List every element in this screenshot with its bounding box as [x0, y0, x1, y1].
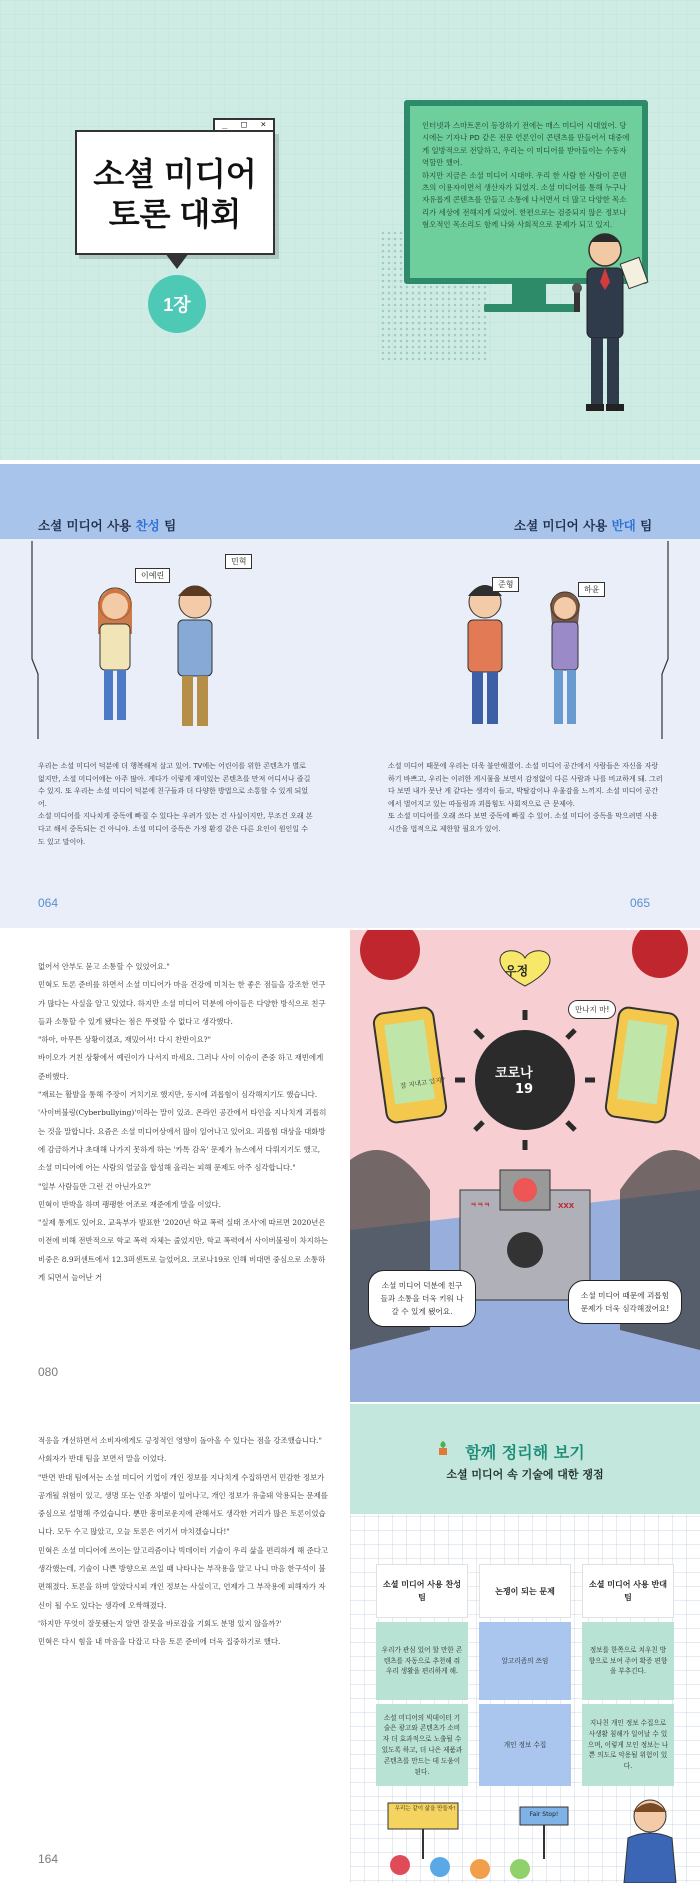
story-paragraph: 사회자가 반대 팀을 보면서 말을 이었다.: [38, 1454, 167, 1464]
spread-debate-teams: [0, 464, 700, 928]
spread-summary: [0, 1404, 700, 1883]
phone-left-text: 잘 지내고 있지?: [399, 1075, 446, 1091]
summary-subtitle: 소셜 미디어 속 기술에 대한 쟁점: [446, 1468, 604, 1481]
con-name-tag-2: 하윤: [578, 582, 605, 597]
table-cell-issue-2: 개인 정보 수집: [479, 1704, 571, 1786]
maximize-icon: □: [241, 120, 247, 130]
story-paragraph: "하아, 아무튼 상황이겠죠, 재밌어서! 다시 찬반이요?": [38, 1035, 211, 1045]
story-paragraph: "재료는 활발을 통해 주장이 거치기로 했지만, 동시에 괴롭힘이 심각해지기도 했습니다. '사이버불링(Cyberbullying)'이라는 말이 있죠. 온라인 공간에서 타인을 지나치게 괴롭히는 것을 말합니다. 요즘은 소셜 미디어상에서 많이 일어나고 있어요. 괴롭힘 대상을 대화방에 감금하거나 초대해 나가지 못하게 하는 '카톡 감옥' 문제가 뉴스에서 다뤄지기도 했고, 소셜 미디어에 어는 사람의 얼굴을 합성해 올리는 피해 문제도 아주 심각합니다.": [38, 1090, 327, 1173]
phone-right-bubble: 만나지 마!: [568, 1000, 616, 1019]
chapter-title-line-2: 토론 대회: [108, 196, 242, 232]
pro-title-suffix: 팀: [159, 518, 177, 533]
summary-title: 함께 정리해 보기: [465, 1443, 585, 1462]
con-paragraph: 소셜 미디어 때문에 우리는 더욱 불안해졌어. 소셜 미디어 공간에서 사람들은 자신을 자랑하기 바쁘고, 우리는 이러한 게시물을 보면서 감정없이 다른 사람과 나를 비교하게 돼. 그러다 보면 내가 못난 게 같다는 생각이 들고, 박탈감이나 우울감을 느끼지. 소셜 미디어 공간에서 벌어지고 있는 따돌림과 괴롭힘도 사회적으로 큰 문제야.: [388, 762, 663, 808]
story-paragraph: 바이오가 거친 상황에서 예린이가 나서지 마세요. 그러나 사이 이슈이 존중 하고 재빈에게 준비했다.: [38, 1053, 324, 1081]
con-team-text: [388, 760, 663, 836]
story-paragraph: 적응을 개선하면서 소비자에게도 긍정적인 영향이 돌아올 수 있다는 점을 강조했습니다.": [38, 1436, 322, 1445]
virus-label-line-2: 19: [515, 1082, 534, 1097]
speech-bubble-positive: 소셜 미디어 덕분에 친구들과 소통을 더욱 키워 나갈 수 있게 됐어요.: [368, 1270, 476, 1327]
con-paragraph: 또 소셜 미디어를 오래 쓰다 보면 중독에 빠질 수 있어. 소셜 미디어 중독을 막으려면 사용 시간을 법적으로 제한할 필요가 있어.: [388, 812, 659, 833]
story-paragraph: 없어서 안부도 묻고 소통할 수 있었어요.": [38, 962, 170, 971]
friendship-heart-label: 우정: [505, 964, 529, 978]
story-paragraph: '하지만 무엇이 잘못됐는지 알면 잘못을 바로잡을 기회도 분명 있지 않을까?': [38, 1618, 282, 1628]
monitor-paragraph: 하지만 지금은 소셜 미디어 시대야. 우리 한 사람 한 사람이 콘텐츠의 이용자이면서 생산자가 되었지. 소셜 미디어를 통해 누구나 자유롭게 콘텐츠를 만들고 소통에 나서면서 더 많고 다양한 목소리가 세상에 전해지게 되었어. 한편으로는 검증되지 않은 정보나 혐오적인 목소리도 함께 나와 사회적으로 문제가 되고 있지.: [422, 170, 627, 230]
close-icon: ×: [260, 120, 267, 130]
summary-page: [350, 1404, 700, 1883]
spread-chapter-opener: [0, 0, 700, 462]
virus-label-line-1: 코로나: [495, 1066, 533, 1081]
table-cell-pro-1: 우리가 관심 있어 할 만한 콘텐츠를 자동으로 추천해 줘 우리 생활을 편리하게 해.: [376, 1622, 468, 1700]
pro-title-prefix: 소셜 미디어 사용: [38, 518, 136, 533]
story-text: [38, 958, 328, 1287]
news-reporter-illustration: [560, 220, 650, 420]
story-paragraph: "실제 통계도 있어요. 교육부가 발표한 '2020년 학교 폭력 실태 조사'에 따르면 2020년은 이전에 비해 전반적으로 학교 폭력 자체는 줄었지만, 학교 폭력에서 사이버불링이 차지하는 비중은 8.9퍼센트에서 12.3퍼센트로 늘었어요. 코로나19로 인해 비대면 중심으로 소통하게 되면서 늘어난 거: [38, 1218, 329, 1283]
screen-left-text: ㅋㅋㅋ: [470, 1201, 491, 1209]
pro-name-tag-2: 민혁: [225, 554, 252, 569]
screen-right-text: XXX: [558, 1202, 575, 1210]
story-paragraph: "반면 반대 팀에서는 소셜 미디어 기업이 개인 정보를 지나치게 수집하면서 민감한 정보가 공개될 위험이 있고, 생명 또는 인종 차별이 일어나고, 개인 정보가 유출돼 악용되는 문제를 중심으로 설명해 주었습니다. 뿐만 흥미로운지에 관해서도 생각한 거리가 많은 토론이었습니다. 모두 수고 많았고, 오늘 토론은 여기서 마치겠습니다!": [38, 1472, 328, 1537]
page-number-left: 064: [38, 896, 59, 910]
protest-sign-left: 우리는 같이 삶을 만들자!: [394, 1806, 456, 1812]
protest-sign-right: Fair Stop!: [529, 1811, 559, 1818]
story-text: [38, 1432, 328, 1652]
monitor-stand: [512, 284, 546, 306]
column-header-pro: 소셜 미디어 사용 찬성 팀: [376, 1564, 468, 1618]
covid-scene-art: [350, 930, 700, 1402]
page-number: 080: [38, 1365, 59, 1379]
page-number: 164: [38, 1852, 59, 1866]
chapter-title: [77, 154, 273, 234]
chapter-badge: 1장: [148, 275, 206, 333]
con-team-illustration: [440, 564, 640, 744]
page-number-right: 065: [630, 896, 651, 910]
title-card: [75, 120, 275, 255]
table-cell-con-1: 정보를 한쪽으로 치우친 방향으로 보여 주어 확증 편향을 부추긴다.: [582, 1622, 674, 1700]
chapter-title-line-1: 소셜 미디어: [93, 156, 257, 192]
con-title-suffix: 팀: [635, 518, 653, 533]
pro-paragraph: 우리는 소셜 미디어 덕분에 더 행복해져 살고 있어. TV에는 어린이를 위한 콘텐츠가 별로 없지만, 소셜 미디어에는 아주 많아. 게다가 이렇게 재미있는 콘텐츠를 만져 어디서나 즐길 수 있지. 또 우리는 소셜 미디어 덕분에 친구들과 더 다양한 방법으로 소통할 수 있게 되었어.: [38, 762, 311, 808]
story-paragraph: 민혁은 소셜 미디어에 쓰이는 알고리즘이나 빅데이터 기술이 우리 삶을 편리하게 해 준다고 생각했는데, 기술이 나쁜 방향으로 쓰일 때 나타나는 부작용을 알고 나니 마음 한구석이 불편해졌다. 토론을 하며 알았다시피 개인 정보는 사실이고, 언제가 그 부작용에 피해자가 자신이 될 수도 있다는 생각에 오싹해졌다.: [38, 1545, 329, 1610]
table-cell-pro-2: 소셜 미디어의 빅데이터 기술은 광고와 콘텐츠가 소비자 더 효과적으로 노출될 수 있도록 하고, 더 나은 제품과 콘텐츠를 만드는 데 도움이 된다.: [376, 1704, 468, 1786]
spread-story-page: [0, 930, 700, 1402]
pro-team-text: [38, 760, 313, 848]
pro-team-title: [38, 516, 176, 534]
story-text-page: [0, 930, 350, 1402]
con-title-highlight: 반대: [611, 518, 636, 533]
covid-illustration: [350, 930, 700, 1402]
story-paragraph: 민혁이 반박을 하며 팽팽한 어조로 재준에게 말을 이었다.: [38, 1199, 222, 1209]
window-controls: [213, 118, 275, 132]
pro-team-illustration: [70, 564, 270, 744]
con-team-title: [514, 516, 652, 534]
speech-bubble-negative: 소셜 미디어 때문에 괴롭힘 문제가 더욱 심각해졌어요!: [568, 1280, 682, 1324]
con-name-tag-1: 준형: [492, 577, 519, 592]
speech-tail: [165, 253, 189, 269]
column-header-issue: 논쟁이 되는 문제: [479, 1564, 571, 1618]
minimize-icon: _: [221, 120, 228, 130]
story-paragraph: 민혁은 다시 힘을 내 마음을 다잡고 다음 토론 준비에 더욱 집중하기로 했다.: [38, 1637, 281, 1647]
boy-illustration: [610, 1794, 690, 1883]
pro-name-tag-1: 이예린: [135, 568, 170, 583]
column-header-con: 소셜 미디어 사용 반대 팀: [582, 1564, 674, 1618]
monitor-paragraph: 인터넷과 스마트폰이 등장하기 전에는 매스 미디어 시대였어. 당시에는 기자나 PD 같은 전문 언론인이 콘텐츠를 만들어서 대중에게 일방적으로 전달하고, 우리는 이 미디어를 받아들이는 수동자 역할만 했어.: [422, 121, 630, 168]
story-paragraph: 민혁도 토론 준비를 하면서 소셜 미디어가 마음 건강에 미치는 한 좋은 점들을 강조한 연구가 많다는 사실을 알고 있었다. 하지만 소셜 미디어 덕분에 아이들은 다양한 방식으로 친구들과 소통할 수 있게 됐다는 점은 뚜렷할 수 없다고 생각했다.: [38, 980, 326, 1026]
con-title-prefix: 소셜 미디어 사용: [514, 518, 612, 533]
pro-title-highlight: 찬성: [135, 518, 160, 533]
pro-paragraph: 소셜 미디어를 지나치게 중독에 빠질 수 있다는 우려가 있는 건 사실이지만, 무조건 오래 본다고 해서 중독되는 건 아니야. 소셜 미디어 중독은 가정 환경 같은 다른 요인이 원인일 수도 있고 말이야.: [38, 812, 313, 846]
table-cell-con-2: 지나친 개인 정보 수집으로 사생활 침해가 일어날 수 있으며, 이렇게 모인 정보는 나쁜 의도로 악용될 위험이 있다.: [582, 1704, 674, 1786]
table-cell-issue-1: 알고리즘의 쓰임: [479, 1622, 571, 1700]
story-paragraph: "일부 사람들만 그런 건 아닌가요?": [38, 1181, 151, 1191]
